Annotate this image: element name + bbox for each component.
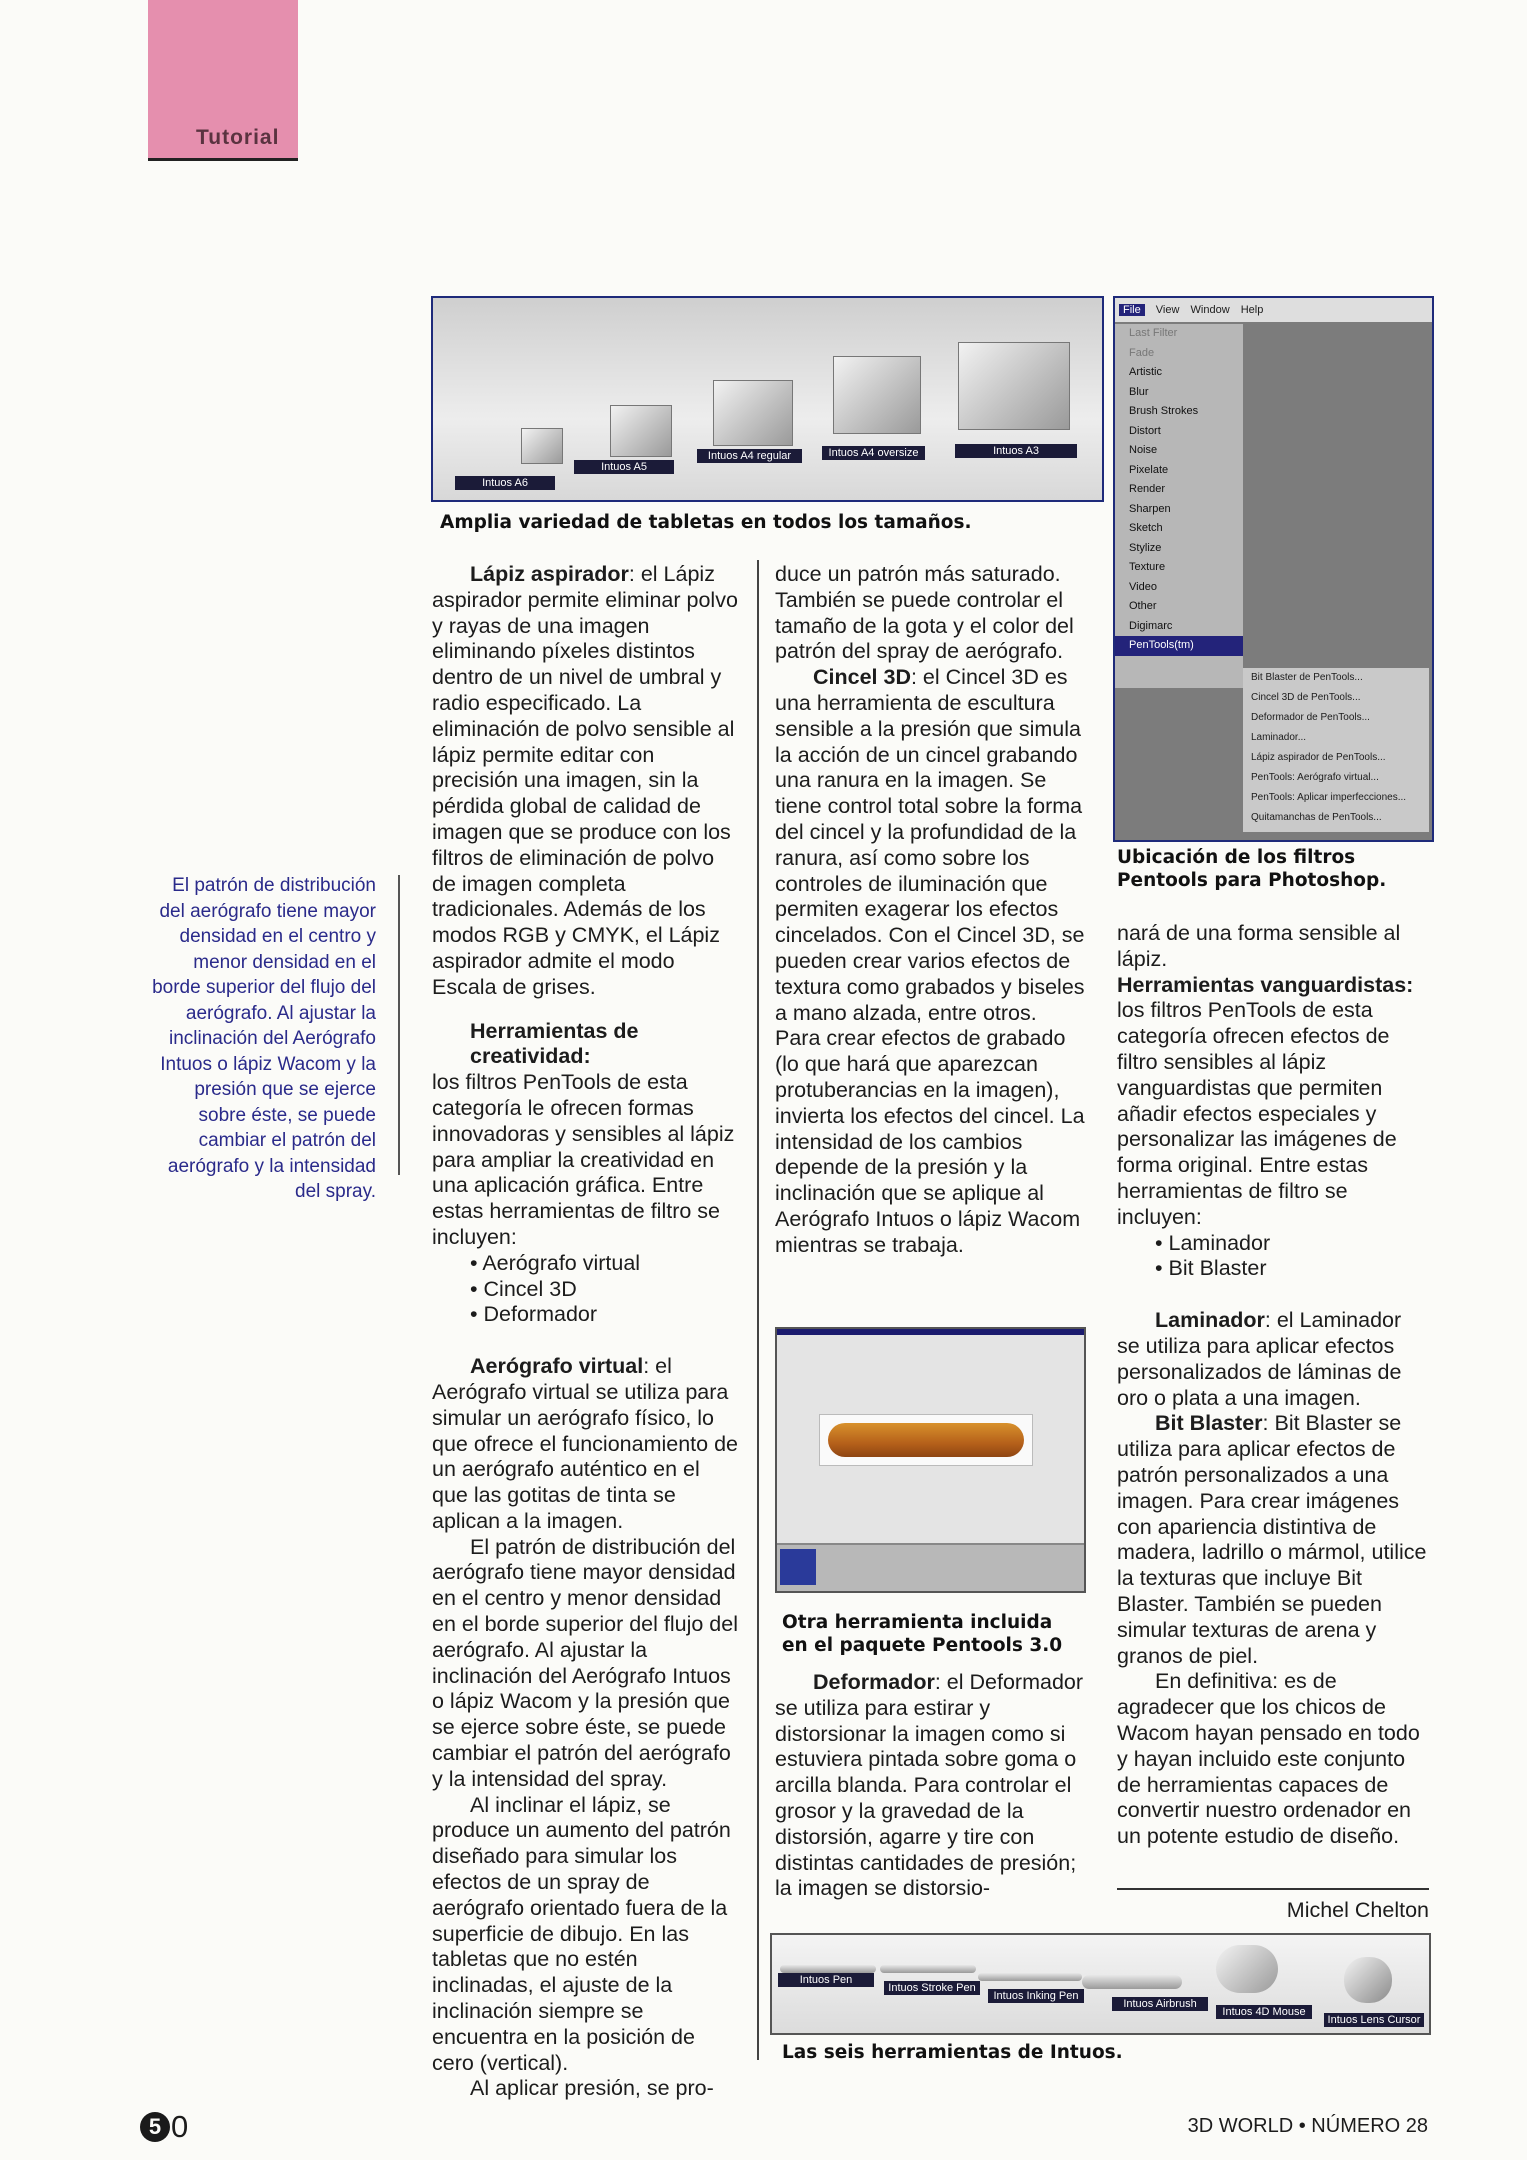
menu-help[interactable]: Help (1240, 304, 1264, 316)
sidebar-note: El patrón de distribución del aerógrafo tiene mayor densidad en el centro y menor densidad en el borde superior del flujo del aerógrafo. Al ajustar la inclinación del Aerógrafo Intuos o lápiz Wacom y la presión que se ejerce sobre éste, se puede cambiar el patrón del aerógrafo y la intensidad del spray. (152, 875, 376, 1202)
aerografo-text-4: Al aplicar presión, se pro- (470, 2076, 714, 2101)
image-canvas (819, 1414, 1033, 1466)
tablet-a5 (610, 405, 672, 457)
tools-caption: Las seis herramientas de Intuos. (782, 2042, 1123, 2063)
section-rule (148, 158, 298, 161)
tool-label: Intuos Stroke Pen (884, 1981, 980, 1995)
pentools-screenshot (775, 1327, 1086, 1593)
tools-figure (770, 1933, 1431, 2035)
menu-item[interactable]: Last Filter (1129, 327, 1178, 339)
laminador-heading: Laminador (1155, 1308, 1265, 1333)
menu-item[interactable]: Noise (1129, 444, 1158, 456)
submenu-item[interactable]: Laminador... (1251, 732, 1307, 743)
aerografo-text-3: Al inclinar el lápiz, se produce un aumento del patrón diseñado para simular los efectos de un spray de aerógrafo orientado fuera de la superficie de dibujo. En las tabletas que no estén inclinadas, el ajuste de la inclinación siempre se encuentra en la posición de cero (vertical). (432, 1792, 731, 2075)
sidebar-rule (398, 875, 400, 1175)
page-number-circle: 5 (140, 2112, 170, 2142)
list-item: • Cincel 3D (470, 1277, 740, 1303)
tool-label: Intuos Lens Cursor (1324, 2013, 1424, 2027)
menu-item[interactable]: Artistic (1129, 366, 1162, 378)
menu-item[interactable]: Distort (1129, 424, 1161, 437)
aerografo-heading: Aerógrafo virtual (470, 1354, 644, 1379)
menu-caption: Ubicación de los filtros Pentools para Photoshop. (1117, 847, 1387, 891)
tool-label: Intuos Airbrush (1112, 1997, 1208, 2011)
tablet-label: Intuos A5 (574, 460, 674, 474)
menu-file[interactable]: File (1119, 304, 1145, 316)
lapiz-aspirador-text: : el Lápiz aspirador permite eliminar polvo y rayas de una imagen eliminando píxeles distintos dentro de un nivel de umbral y radio especificado. La eliminación de polvo sensible al lápiz permite editar con precisión una imagen, sin la pérdida global de calidad de imagen que se produce con los filtros de eliminación de polvo de imagen completa tradicionales. Además de los modos RGB y CMYK, el Lápiz aspirador admite el modo Escala de grises. (432, 562, 738, 999)
aerografo-text: : el Aerógrafo virtual se utiliza para simular un aerógrafo físico, lo que ofrece el funcionamiento de un aerógrafo auténtico en el que las gotitas de tinta se aplican a la imagen. (432, 1354, 738, 1533)
cincel-text: : el Cincel 3D es una herramienta de escultura sensible a la presión que simula la acción de un cincel grabando una ranura en la imagen. Se tiene control total sobre la forma del cincel y la profundidad de la ranura, así como sobre los controles de iluminación que permiten exagerar los efectos cincelados. Con el Cincel 3D, se pueden crear varios efectos de textura como grabados y biseles a mano alzada, entre otros. Para crear efectos de grabado (lo que hará que aparezcan protuberancias en la imagen), invierta los efectos del cincel. La intensidad de los cambios depende de la presión y la inclinación que se aplique al Aerógrafo Intuos o lápiz Wacom mientras se trabaja. (775, 665, 1085, 1257)
submenu-item[interactable]: Deformador de PenTools... (1251, 712, 1370, 723)
publication-footer: 3D WORLD • NÚMERO 28 (1187, 2115, 1428, 2137)
pentools-submenu (1243, 668, 1429, 832)
creatividad-heading: Herramientas de creatividad: (470, 1018, 639, 1069)
menu-item[interactable]: Brush Strokes (1129, 405, 1199, 417)
tablet-a4-oversize (833, 356, 921, 434)
section-tag: Tutorial (196, 126, 280, 149)
tablet-label: Intuos A6 (455, 476, 555, 490)
submenu-item[interactable]: Cincel 3D de PenTools... (1251, 692, 1361, 703)
wacom-logo (780, 1549, 816, 1585)
tablet-label: Intuos A3 (955, 444, 1077, 458)
column-1 (432, 562, 740, 2102)
tablet-a6 (521, 428, 563, 464)
author-rule (1117, 1888, 1429, 1890)
baguette-image (828, 1423, 1024, 1457)
menu-item[interactable]: Other (1129, 600, 1157, 612)
menubar (1115, 298, 1432, 322)
page-number (140, 2110, 188, 2144)
tool-panel (777, 1543, 1084, 1593)
submenu-item[interactable]: Quitamanchas de PenTools... (1251, 812, 1382, 823)
tablet-a3 (958, 342, 1070, 430)
conclusion-text: En definitiva: es de agradecer que los chicos de Wacom hayan pensado en todo y hayan incluido este conjunto de herramientas capaces de convertir nuestro ordenador en un potente estudio de diseño. (1117, 1669, 1420, 1849)
col3-text-1: nará de una forma sensible al lápiz. (1117, 921, 1401, 971)
column-rule (757, 560, 759, 2060)
list-item: • Deformador (470, 1302, 740, 1328)
creatividad-list (432, 1251, 740, 1328)
menu-item[interactable]: Blur (1129, 385, 1149, 398)
author: Michel Chelton (1286, 1898, 1429, 1922)
pen-image (780, 1965, 876, 1973)
deformador-heading: Deformador (813, 1670, 935, 1694)
vanguardistas-heading: Herramientas vanguardistas: (1117, 972, 1414, 997)
tablet-a4-regular (713, 380, 793, 446)
inking-pen-image (978, 1973, 1082, 1981)
tablet-label: Intuos A4 oversize (822, 446, 925, 460)
list-item: • Laminador (1155, 1231, 1429, 1257)
mouse-image (1216, 1945, 1278, 1993)
menu-window[interactable]: Window (1190, 304, 1230, 316)
column-2 (775, 562, 1085, 1259)
lens-cursor-image (1344, 1957, 1392, 2003)
stroke-pen-image (880, 1965, 976, 1973)
lapiz-aspirador-heading: Lápiz aspirador (470, 562, 629, 586)
submenu-item[interactable]: PenTools: Aplicar imperfecciones... (1251, 792, 1407, 803)
list-item: • Bit Blaster (1155, 1256, 1429, 1282)
menu-item[interactable]: Texture (1129, 561, 1166, 573)
tool-label: Intuos Pen (778, 1973, 874, 1987)
menu-item-pentools[interactable]: PenTools(tm) (1115, 636, 1243, 656)
screenshot-caption: Otra herramienta incluida en el paquete Pentools 3.0 (782, 1612, 1063, 1656)
window-titlebar (777, 1329, 1084, 1335)
menu-item[interactable]: Fade (1129, 346, 1155, 359)
col2-text-1: duce un patrón más saturado. También se puede controlar el tamaño de la gota y el color del patrón del spray de aerógrafo. (775, 562, 1074, 664)
submenu-item[interactable]: Bit Blaster de PenTools... (1251, 672, 1363, 683)
menu-view[interactable]: View (1155, 304, 1180, 316)
aerografo-text-2: El patrón de distribución del aerógrafo tiene mayor densidad en el centro y menor densidad en el borde superior del flujo del aerógrafo. Al ajustar la inclinación del Aerógrafo Intuos o lápiz Wacom y la presión que se ejerce sobre éste, se puede cambiar el patrón del aerógrafo y la intensidad del spray. (432, 1534, 738, 1791)
airbrush-image (1082, 1975, 1182, 1989)
submenu-item[interactable]: Lápiz aspirador de PenTools... (1251, 752, 1386, 763)
tablets-figure (431, 296, 1104, 502)
menu-item[interactable]: Stylize (1129, 541, 1162, 554)
submenu-item[interactable]: PenTools: Aerógrafo virtual... (1251, 772, 1379, 783)
creatividad-text: los filtros PenTools de esta categoría le ofrecen formas innovadoras y sensibles al lápiz para ampliar la creatividad en una aplicación gráfica. Entre estas herramientas de filtro se incluyen: (432, 1070, 735, 1249)
menu-item[interactable]: Render (1129, 483, 1166, 495)
page-number-digit: 0 (171, 2109, 189, 2144)
tool-label: Intuos Inking Pen (988, 1989, 1084, 2003)
menu-item[interactable]: Sketch (1129, 522, 1163, 534)
cincel-heading: Cincel 3D (813, 665, 911, 690)
menu-figure (1113, 296, 1434, 842)
menu-item[interactable]: Video (1129, 580, 1157, 593)
vanguardistas-text: los filtros PenTools de esta categoría ofrecen efectos de filtro sensibles al lápiz vanguardistas que permiten añadir efectos especiales y personalizar las imágenes de forma original. Entre estas herramientas de filtro se incluyen: (1117, 998, 1397, 1229)
deformador-text: : el Deformador se utiliza para estirar y distorsionar la imagen como si estuviera pintada sobre goma o arcilla blanda. Para controlar el grosor y la gravedad de la distorsión, agarre y tire con distintas cantidades de presión; la imagen se distorsio- (775, 1670, 1084, 1901)
list-item: • Aerógrafo virtual (470, 1251, 740, 1277)
column-3 (1117, 921, 1429, 1850)
menu-item[interactable]: Sharpen (1129, 502, 1171, 515)
tablet-label: Intuos A4 regular (697, 449, 802, 463)
laminador-text: : el Laminador se utiliza para aplicar efectos personalizados de láminas de oro o plata a una imagen. (1117, 1308, 1402, 1410)
vanguardistas-list (1117, 1231, 1429, 1283)
bitblaster-text: : Bit Blaster se utiliza para aplicar efectos de patrón personalizados a una imagen. Para crear imágenes con apariencia distintiva de madera, ladrillo o mármol, utilice la texturas que incluye Bit Blaster. También se pueden simular texturas de arena y granos de piel. (1117, 1411, 1427, 1668)
filter-menu (1115, 324, 1243, 688)
menu-item[interactable]: Pixelate (1129, 463, 1169, 476)
column-2-bottom (775, 1670, 1085, 1902)
tool-label: Intuos 4D Mouse (1216, 2005, 1312, 2019)
tablets-caption: Amplia variedad de tabletas en todos los tamaños. (440, 512, 972, 533)
bitblaster-heading: Bit Blaster (1155, 1411, 1263, 1436)
menu-item[interactable]: Digimarc (1129, 619, 1173, 632)
